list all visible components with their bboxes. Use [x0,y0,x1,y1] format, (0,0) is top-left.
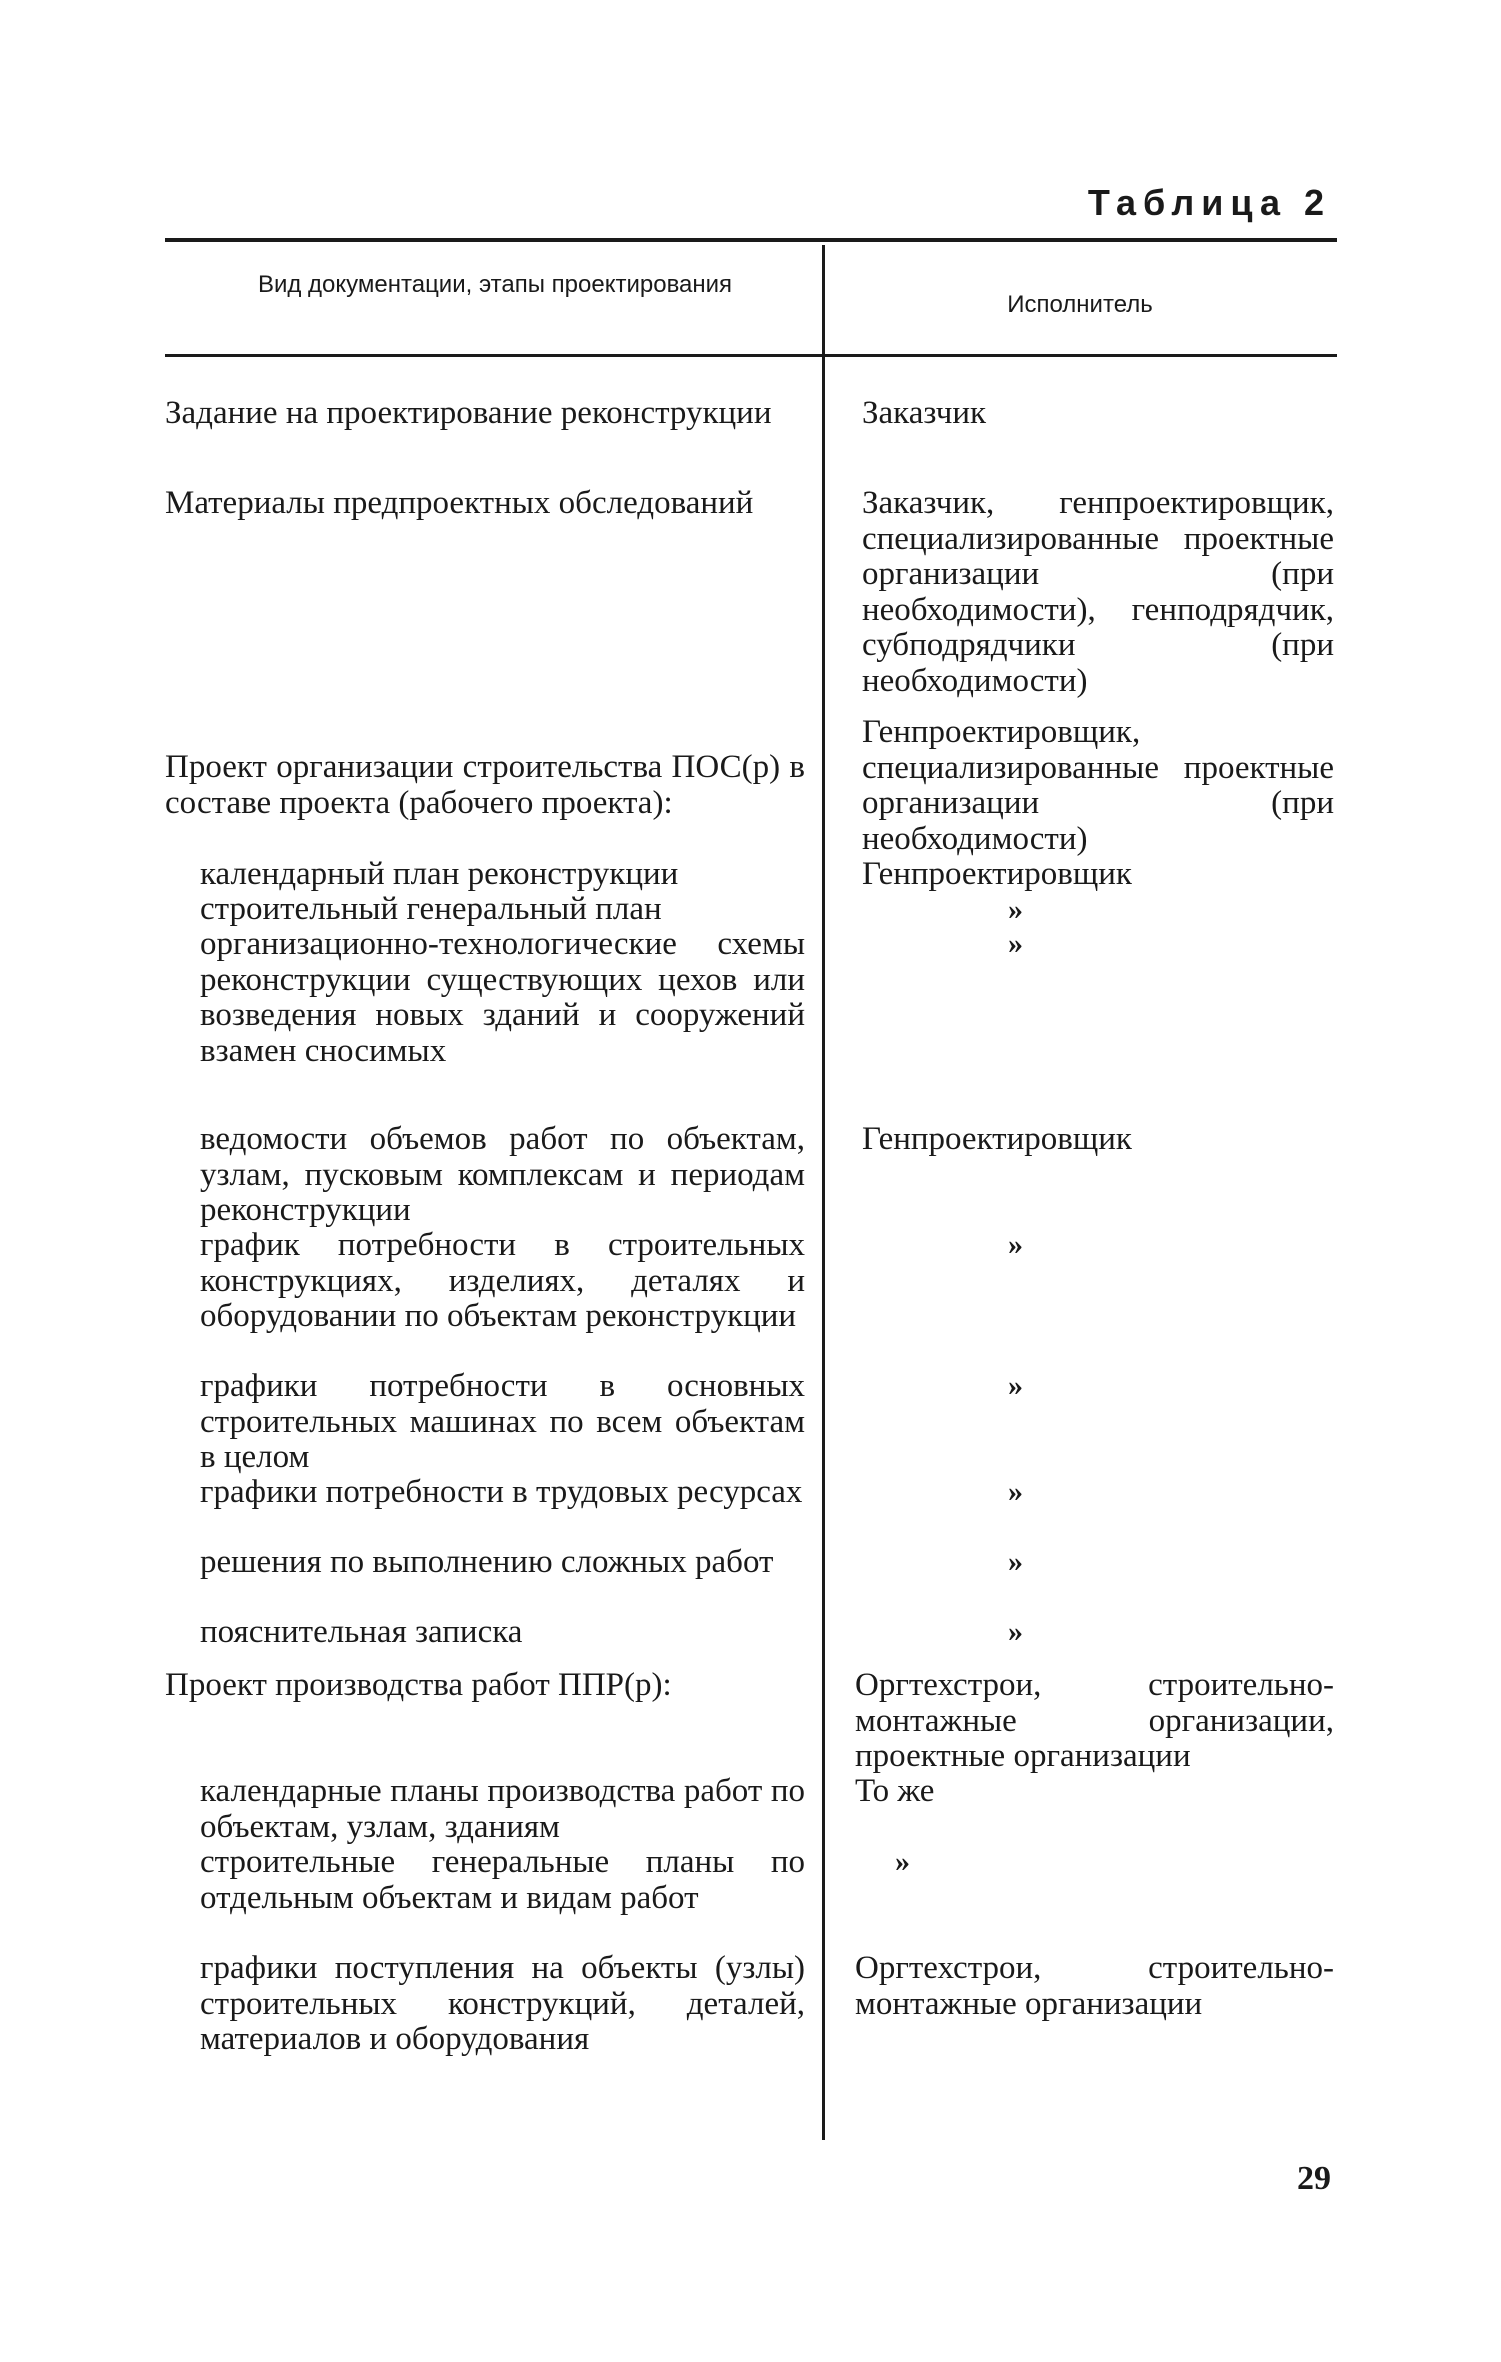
ditto-mark: » [895,1845,910,1878]
doc-cell: Задание на проектирование реконструкции [165,395,772,431]
executor-cell: Оргтехстрои, строительно-монтажные организации [855,1950,1334,2022]
ditto-mark: » [1008,893,1023,926]
column-divider [822,245,825,2140]
doc-cell: графики поступления на объекты (узлы) строительных конструкций, деталей, материалов и оборудования [200,1950,805,2057]
doc-cell: строительные генеральные планы по отдельным объектам и видам работ [200,1844,805,1916]
doc-cell: строительный генеральный план [200,891,662,927]
table-caption: Таблица 2 [1087,182,1331,223]
ditto-mark: » [1008,1369,1023,1402]
executor-cell: Заказчик, генпроектировщик, специализированные проектные организации (при необходимости), генподрядчик, субподрядчики (при необходимости) [862,485,1334,699]
header-bottom-rule [165,354,1337,357]
doc-cell: Проект организации строительства ПОС(р) в составе проекта (рабочего проекта): [165,749,805,821]
executor-cell: Оргтехстрои, строительно-монтажные организации, проектные организации [855,1667,1334,1774]
executor-cell: То же [855,1773,935,1809]
doc-cell: календарный план реконструкции [200,856,679,892]
header-doc-type: Вид документации, этапы проектирования [257,271,733,298]
ditto-mark: » [1008,1475,1023,1508]
doc-cell: графики потребности в трудовых ресурсах [200,1474,803,1510]
ditto-mark: » [1008,1615,1023,1648]
executor-cell: Генпроектировщик [862,1121,1132,1157]
ditto-mark: » [1008,1545,1023,1578]
doc-cell: решения по выполнению сложных работ [200,1544,774,1580]
ditto-mark: » [1008,1228,1023,1261]
doc-cell: Материалы предпроектных обследований [165,485,754,521]
doc-cell: графики потребности в основных строительных машинах по всем объектам в целом [200,1368,805,1475]
ditto-mark: » [1008,927,1023,960]
doc-cell: организационно-технологические схемы реконструкции существующих цехов или возведения новых зданий и сооружений взамен сносимых [200,926,805,1069]
header-executor: Исполнитель [1007,291,1153,318]
executor-cell: Генпроектировщик, специализированные проектные организации (при необходимости) [862,714,1334,857]
doc-cell: ведомости объемов работ по объектам, узлам, пусковым комплексам и периодам реконструкции [200,1121,805,1228]
doc-cell: пояснительная записка [200,1614,523,1650]
doc-cell: Проект производства работ ППР(р): [165,1667,672,1703]
executor-cell: Генпроектировщик [862,856,1132,892]
header-top-rule [165,238,1337,242]
page-number: 29 [1297,2160,1331,2197]
executor-cell: Заказчик [862,395,987,431]
doc-cell: график потребности в строительных конструкциях, изделиях, деталях и оборудовании по объектам реконструкции [200,1227,805,1334]
doc-cell: календарные планы производства работ по объектам, узлам, зданиям [200,1773,805,1845]
